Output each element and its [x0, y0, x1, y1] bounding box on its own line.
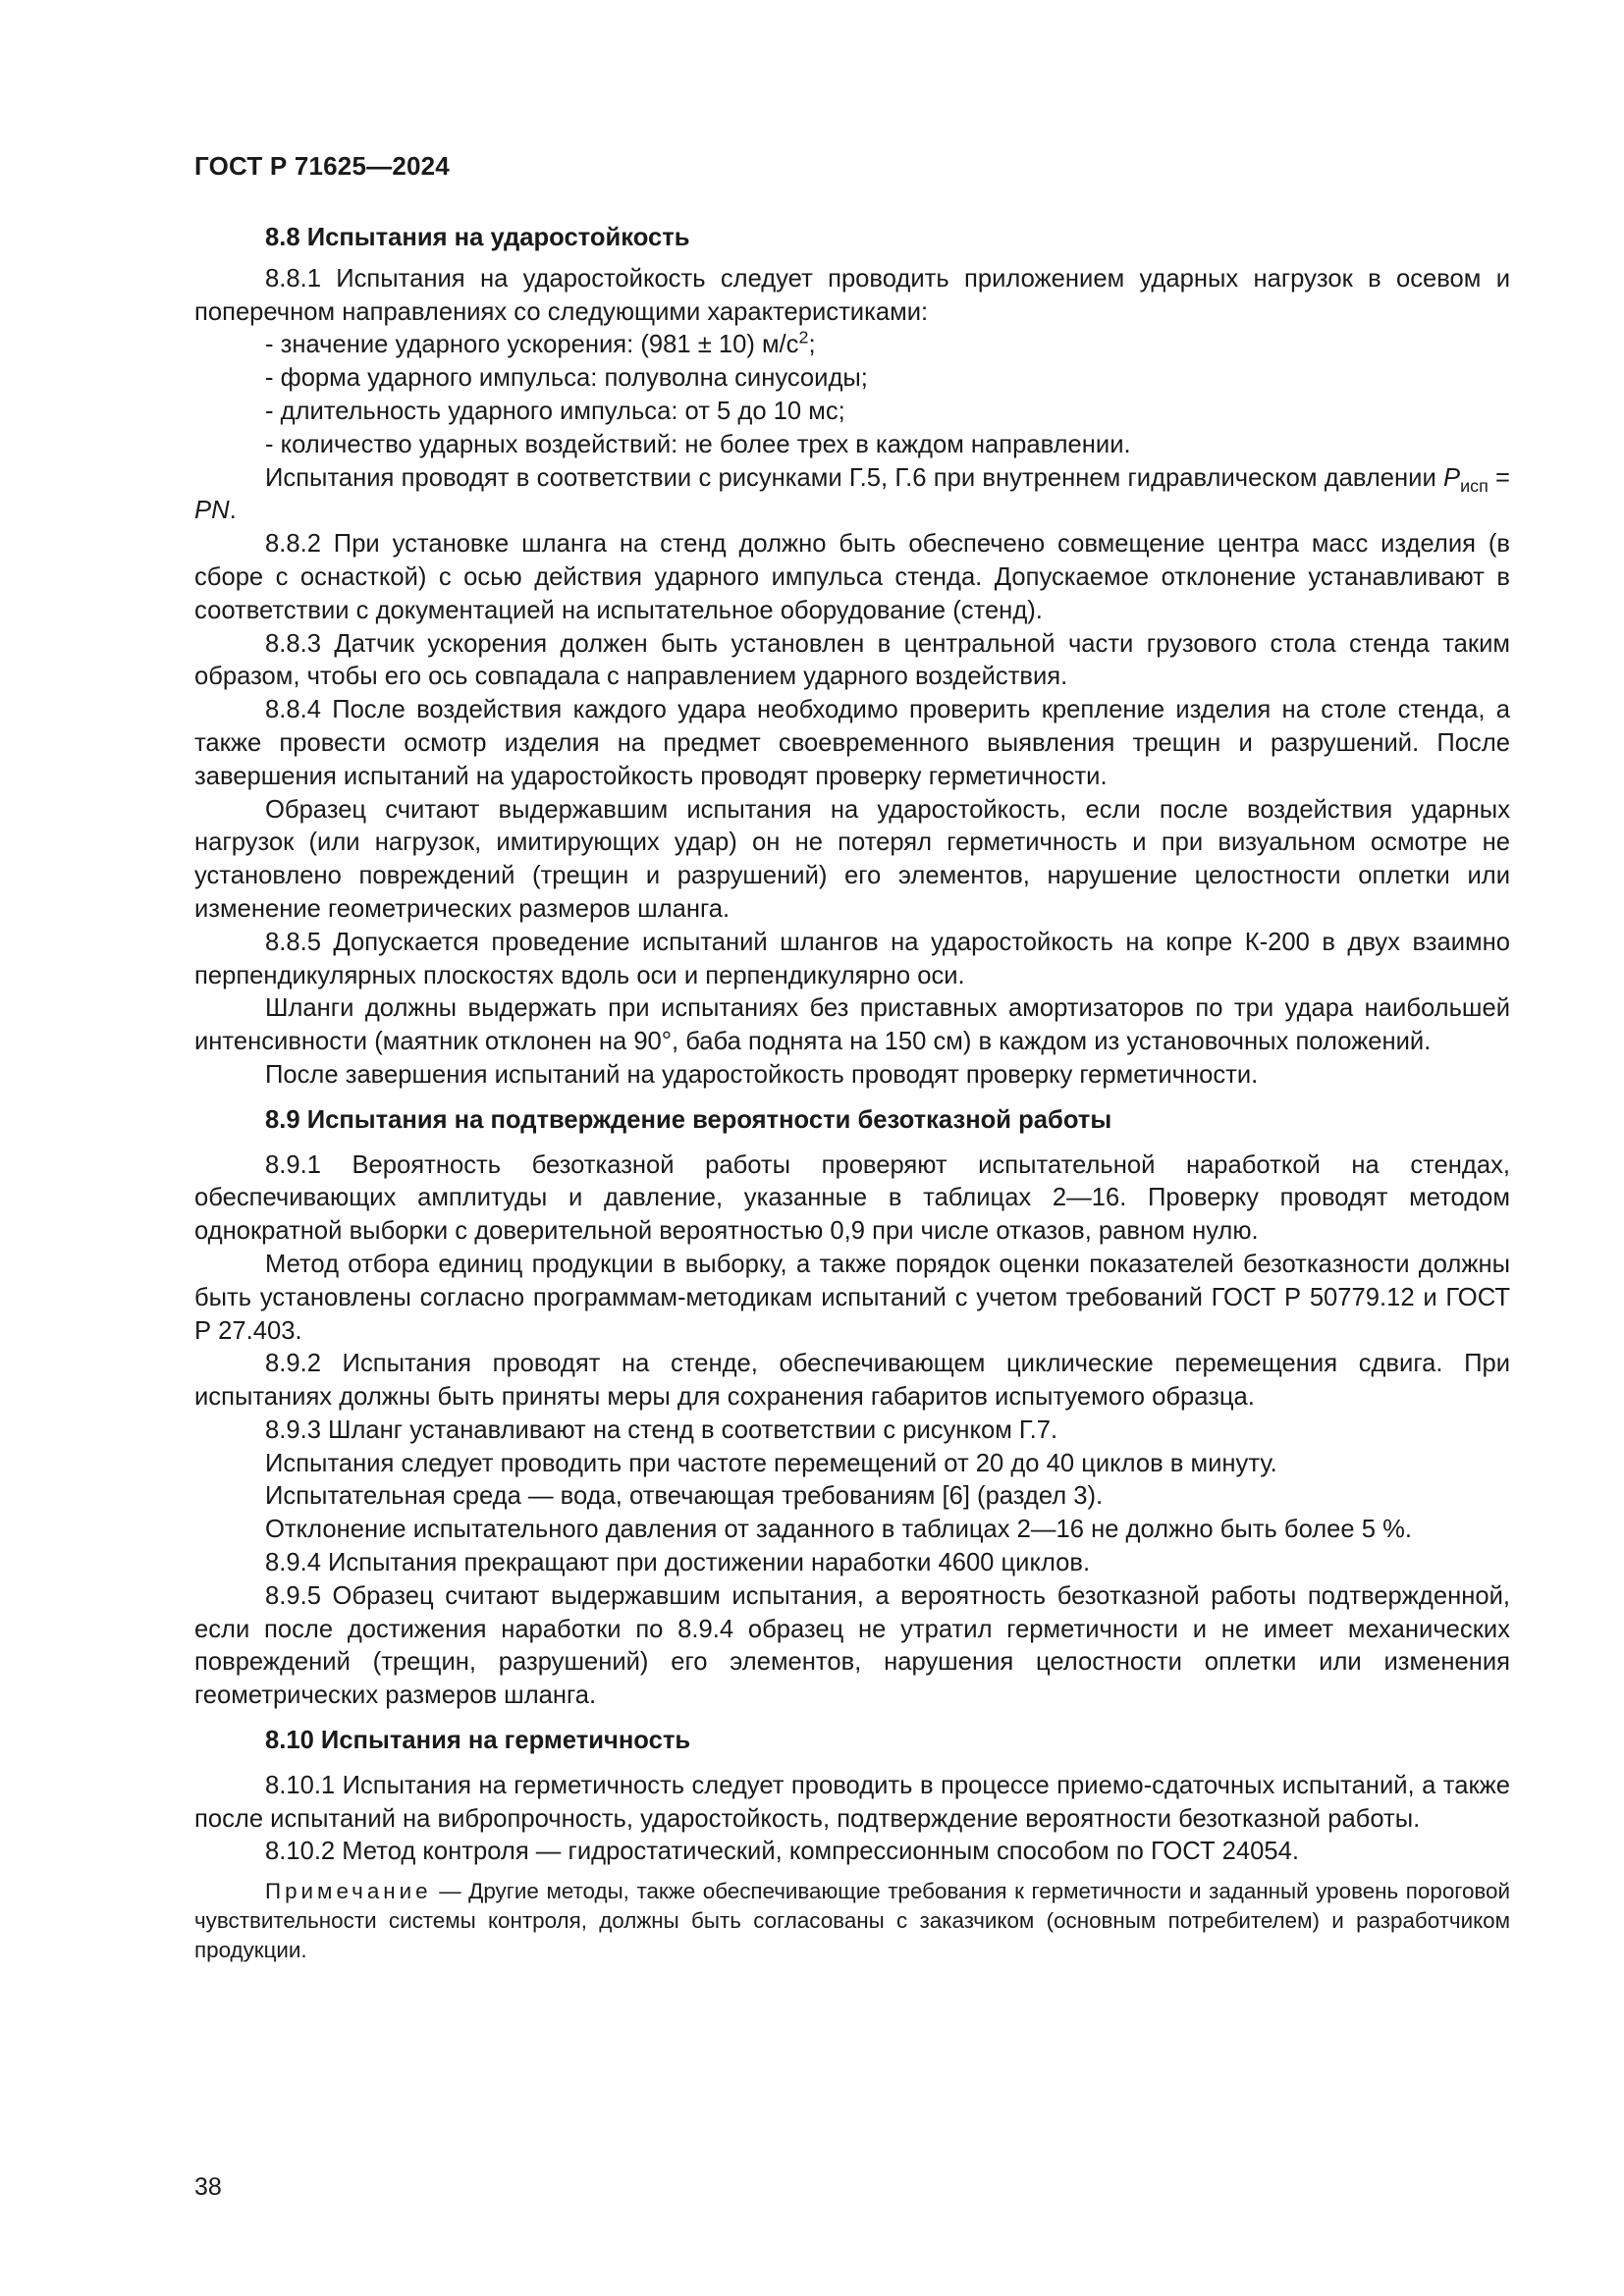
- formula-equals: =: [1488, 463, 1510, 492]
- paragraph: 8.9.3 Шланг устанавливают на стенд в соответствии с рисунком Г.7.: [265, 1415, 1058, 1444]
- paragraph: 8.8.1 Испытания на ударостойкость следует проводить приложением ударных нагрузок в осевом и поперечном направлениях со следующими характеристиками:: [194, 264, 1510, 326]
- section-title-8-10: 8.10 Испытания на герметичность: [265, 1727, 691, 1755]
- page-number: 38: [194, 2173, 222, 2201]
- list-item: - количество ударных воздействий: не более трех в каждом направлении.: [265, 430, 1131, 458]
- paragraph: Испытательная среда — вода, отвечающая требованиям [6] (раздел 3).: [265, 1482, 1104, 1511]
- document-header: ГОСТ Р 71625—2024: [194, 151, 450, 181]
- paragraph: 8.8.5 Допускается проведение испытаний шлангов на ударостойкость на копре К-200 в двух взаимно перпендикулярных плоскостях вдоль оси и перпендикулярно оси.: [194, 928, 1510, 989]
- section-title-8-9: 8.9 Испытания на подтверждение вероятности безотказной работы: [265, 1105, 1112, 1134]
- paragraph-end: .: [229, 497, 237, 525]
- list-item: - длительность ударного импульса: от 5 до 10 мс;: [265, 397, 845, 425]
- paragraph: 8.9.4 Испытания прекращают при достижении наработки 4600 циклов.: [265, 1549, 1091, 1577]
- paragraph: [194, 462, 1510, 529]
- list-item: - форма ударного импульса: полуволна синусоиды;: [265, 364, 868, 393]
- paragraph-text: Испытания проводят в соответствии с рисунками Г.5, Г.6 при внутреннем гидравлическом давлении: [265, 463, 1444, 492]
- paragraph: 8.9.2 Испытания проводят на стенде, обеспечивающем циклические перемещения сдвига. При испытаниях должны быть приняты меры для сохранения габаритов испытуемого образца.: [194, 1350, 1510, 1412]
- paragraph: Образец считают выдержавшим испытания на ударостойкость, если после воздействия ударных нагрузок (или нагрузок, имитирующих удар) он не потерял герметичность и при визуальном осмотре не установлено повреждений (трещин и разрушений) его элементов, нарушение целостности оплетки или изменение геометрических размеров шланга.: [194, 795, 1510, 923]
- paragraph: Шланги должны выдержать при испытаниях без приставных амортизаторов по три удара наибольшей интенсивности (маятник отклонен на 90°, баба поднята на 150 см) в каждом из установочных положений.: [194, 994, 1510, 1056]
- superscript: 2: [798, 327, 809, 347]
- paragraph: 8.10.1 Испытания на герметичность следует проводить в процессе приемо-сдаточных испытаний, а также после испытаний на вибропрочность, ударостойкость, подтверждение вероятности безотказной работы.: [194, 1771, 1510, 1833]
- note: [194, 1877, 1510, 1965]
- paragraph: Отклонение испытательного давления от заданного в таблицах 2—16 не должно быть более 5 %.: [265, 1516, 1412, 1544]
- paragraph: 8.9.5 Образец считают выдержавшим испытания, а вероятность безотказной работы подтвержденной, если после достижения наработки по 8.9.4 образец не утратил герметичности и не имеет механических повреждений (трещин, разрушений) его элементов, нарушения целостности оплетки или изменения геометрических размеров шланга.: [194, 1581, 1510, 1710]
- document-body: [194, 222, 1510, 1965]
- list-item-punct: ;: [808, 331, 816, 359]
- paragraph: 8.8.4 После воздействия каждого удара необходимо проверить крепление изделия на столе стенда, а также провести осмотр изделия на предмет своевременного выявления трещин и разрушений. После завершения испытаний на ударостойкость проводят проверку герметичности.: [194, 696, 1510, 790]
- paragraph: 8.8.3 Датчик ускорения должен быть установлен в центральной части грузового стола стенда таким образом, чтобы его ось совпадала с направлением ударного воздействия.: [194, 629, 1510, 691]
- section-title-8-8: 8.8 Испытания на ударостойкость: [265, 224, 690, 251]
- formula-variable: P: [1443, 463, 1461, 492]
- note-label: Примечание: [265, 1879, 432, 1904]
- paragraph: После завершения испытаний на ударостойкость проводят проверку герметичности.: [265, 1060, 1259, 1089]
- formula-value: PN: [194, 497, 230, 525]
- subscript: исп: [1460, 475, 1489, 496]
- paragraph: 8.10.2 Метод контроля — гидростатический, компрессионным способом по ГОСТ 24054.: [265, 1838, 1299, 1866]
- list-item: [194, 329, 1510, 362]
- paragraph: Метод отбора единиц продукции в выборку, а также порядок оценки показателей безотказности должны быть установлены согласно программам-методикам испытаний с учетом требований ГОСТ Р 50779.12 и ГОСТ Р 27.403.: [194, 1250, 1510, 1345]
- paragraph: 8.9.1 Вероятность безотказной работы проверяют испытательной наработкой на стендах, обеспечивающих амплитуды и давление, указанные в таблицах 2—16. Проверку проводят методом однократной выборки с доверительной вероятностью 0,9 при числе отказов, равном нулю.: [194, 1150, 1510, 1246]
- note-text: — Другие методы, также обеспечивающие требования к герметичности и заданный уровень пороговой чувствительности системы контроля, должны быть согласованы с заказчиком (основным потребителем) и разработчиком продукции.: [194, 1879, 1510, 1963]
- paragraph: Испытания следует проводить при частоте перемещений от 20 до 40 циклов в минуту.: [265, 1449, 1277, 1477]
- paragraph: 8.8.2 При установке шланга на стенд должно быть обеспечено совмещение центра масс изделия (в сборе с оснасткой) с осью действия ударного импульса стенда. Допускаемое отклонение устанавливают в соответствии с документацией на испытательное оборудование (стенд).: [194, 530, 1510, 624]
- list-item-text: - значение ударного ускорения: (981 ± 10) м/с: [265, 331, 799, 359]
